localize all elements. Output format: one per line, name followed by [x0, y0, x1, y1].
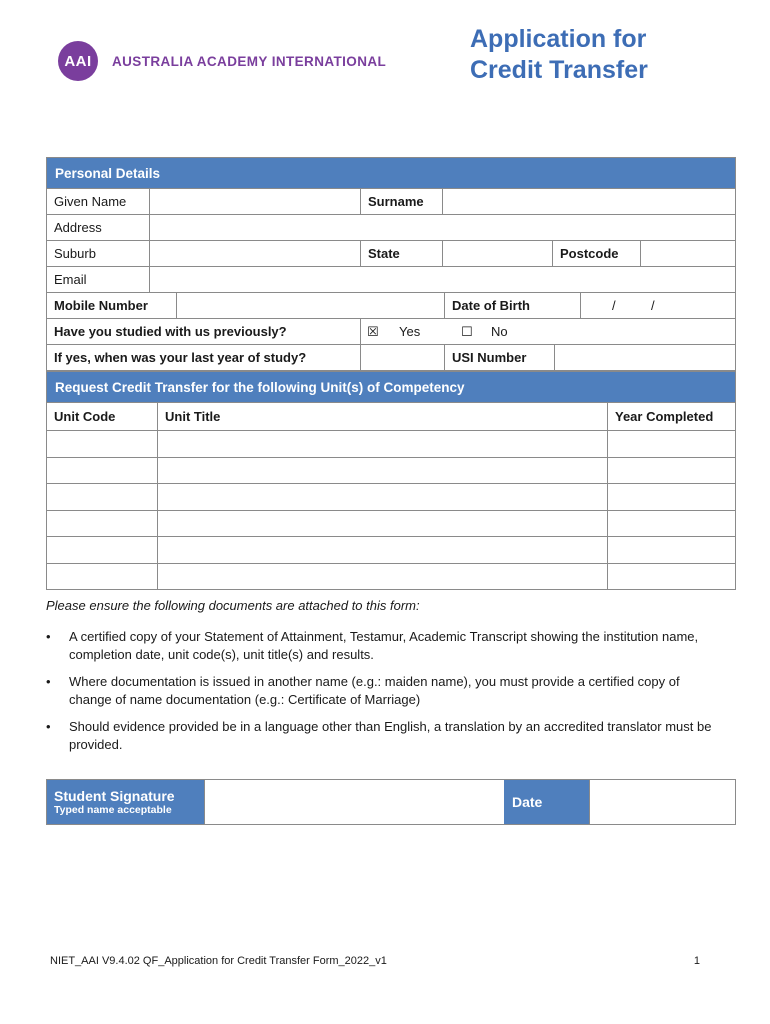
state-field[interactable]	[442, 241, 552, 266]
address-field[interactable]	[149, 215, 735, 240]
unit-title-field[interactable]	[157, 484, 607, 510]
col-unit-title: Unit Title	[157, 403, 607, 430]
last-year-question: If yes, when was your last year of study?	[54, 350, 307, 365]
suburb-label: Suburb	[54, 246, 96, 261]
suburb-field[interactable]	[149, 241, 360, 266]
bullet-icon: •	[46, 674, 51, 689]
unit-row	[46, 484, 736, 511]
year-completed-field[interactable]	[607, 537, 735, 563]
units-header-row	[46, 402, 736, 431]
date-field[interactable]	[589, 780, 735, 824]
given-name-field[interactable]	[149, 189, 360, 214]
yes-checkbox[interactable]: ☒	[367, 324, 379, 339]
application-form	[46, 157, 736, 590]
signature-label-cell	[47, 780, 204, 824]
page-footer	[50, 955, 700, 967]
unit-code-field[interactable]	[47, 564, 157, 590]
postcode-field[interactable]	[640, 241, 735, 266]
title-line-2: Credit Transfer	[470, 56, 648, 84]
note-item	[46, 673, 719, 709]
logo-mark: AAI	[58, 41, 98, 81]
notes-intro: Please ensure the following documents are attached to this form:	[46, 598, 420, 613]
page-title	[470, 24, 648, 86]
address-label: Address	[54, 220, 102, 235]
org-logo	[58, 41, 386, 81]
year-completed-field[interactable]	[607, 458, 735, 484]
doc-reference: NIET_AAI V9.4.02 QF_Application for Credit Transfer Form_2022_v1	[50, 955, 387, 967]
page-number: 1	[693, 955, 700, 967]
org-name: AUSTRALIA ACADEMY INTERNATIONAL	[112, 53, 387, 69]
unit-code-field[interactable]	[47, 458, 157, 484]
title-line-1: Application for	[470, 25, 647, 53]
bullet-icon: •	[46, 719, 51, 734]
signature-field[interactable]	[204, 780, 504, 824]
dob-field[interactable]	[580, 293, 735, 318]
surname-field[interactable]	[442, 189, 735, 214]
postcode-label: Postcode	[552, 241, 640, 266]
unit-title-field[interactable]	[157, 511, 607, 537]
bullet-icon: •	[46, 629, 51, 644]
email-field[interactable]	[149, 267, 735, 292]
unit-title-field[interactable]	[157, 431, 607, 457]
surname-label: Surname	[360, 189, 442, 214]
unit-title-field[interactable]	[157, 458, 607, 484]
signature-label: Student Signature	[54, 788, 175, 804]
studied-question: Have you studied with us previously?	[54, 324, 287, 339]
year-completed-field[interactable]	[607, 484, 735, 510]
personal-details-heading: Personal Details	[46, 157, 736, 188]
units-heading: Request Credit Transfer for the following Unit(s) of Competency	[46, 371, 736, 402]
dob-separator-1: /	[612, 298, 616, 313]
row-address	[46, 215, 736, 241]
col-year-completed: Year Completed	[607, 403, 735, 430]
unit-row	[46, 431, 736, 458]
year-completed-field[interactable]	[607, 511, 735, 537]
signature-sublabel: Typed name acceptable	[54, 804, 172, 816]
unit-code-field[interactable]	[47, 484, 157, 510]
unit-code-field[interactable]	[47, 431, 157, 457]
unit-code-field[interactable]	[47, 537, 157, 563]
dob-label: Date of Birth	[444, 293, 580, 318]
row-last-study	[46, 345, 736, 371]
note-text: A certified copy of your Statement of Attainment, Testamur, Academic Transcript showing the institution name, completion date, unit code(s), unit title(s) and results.	[69, 629, 699, 662]
unit-title-field[interactable]	[157, 564, 607, 590]
mobile-field[interactable]	[176, 293, 444, 318]
note-item	[46, 628, 719, 664]
row-studied	[46, 319, 736, 345]
state-label: State	[360, 241, 442, 266]
last-year-field[interactable]	[360, 345, 444, 370]
note-text: Should evidence provided be in a language other than English, a translation by an accredited translator must be provided.	[69, 719, 712, 752]
note-item	[46, 718, 719, 754]
row-name	[46, 188, 736, 215]
mobile-label: Mobile Number	[54, 298, 148, 313]
given-name-label: Given Name	[54, 194, 127, 209]
signature-table	[46, 779, 736, 825]
unit-row	[46, 537, 736, 564]
unit-code-field[interactable]	[47, 511, 157, 537]
unit-row	[46, 458, 736, 485]
row-suburb	[46, 241, 736, 267]
unit-title-field[interactable]	[157, 537, 607, 563]
no-label: No	[491, 324, 508, 339]
usi-label: USI Number	[444, 345, 554, 370]
yes-label: Yes	[399, 324, 421, 339]
row-mobile	[46, 293, 736, 319]
unit-row	[46, 564, 736, 591]
unit-rows	[46, 431, 736, 590]
note-text: Where documentation is issued in another name (e.g.: maiden name), you must provide a certified copy of change of name documentation (e.g.: Certificate of Marriage)	[69, 674, 680, 707]
year-completed-field[interactable]	[607, 564, 735, 590]
no-checkbox[interactable]: ☐	[461, 324, 473, 339]
email-label: Email	[54, 272, 87, 287]
studied-options	[360, 319, 735, 344]
dob-separator-2: /	[651, 298, 655, 313]
col-unit-code: Unit Code	[54, 409, 116, 424]
date-label: Date	[504, 780, 589, 824]
row-email	[46, 267, 736, 293]
year-completed-field[interactable]	[607, 431, 735, 457]
unit-row	[46, 511, 736, 538]
usi-field[interactable]	[554, 345, 735, 370]
document-notes	[46, 597, 736, 763]
